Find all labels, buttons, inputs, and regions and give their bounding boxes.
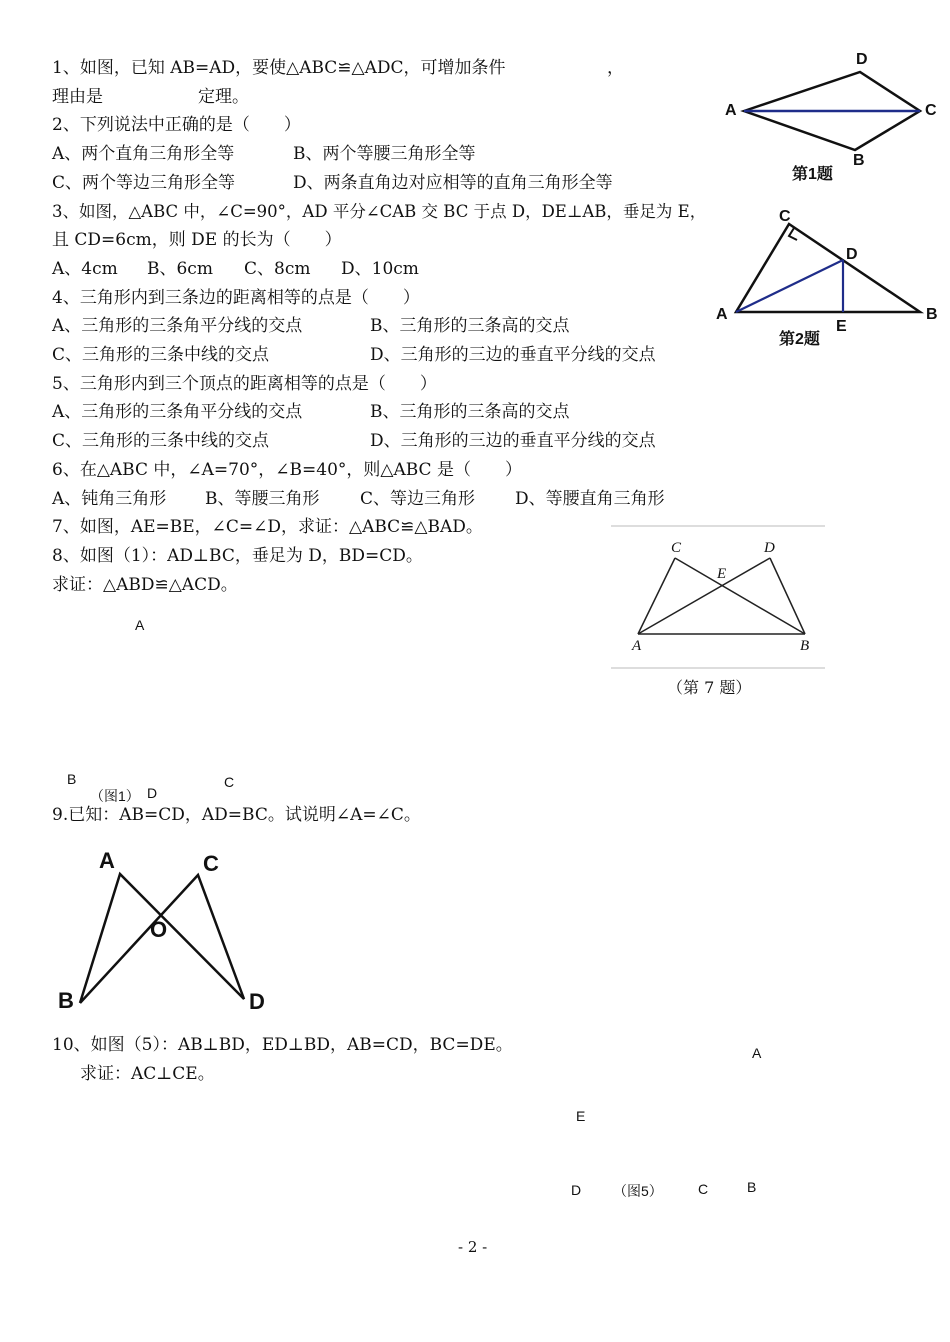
fig7-label-e: E — [717, 566, 727, 582]
q7-text: 7、如图，AE=BE，∠C=∠D，求证：△ABC≌△BAD。 — [52, 517, 483, 537]
q2-option-a: A、两个直角三角形全等 — [52, 144, 235, 164]
fig1-label-c: C — [925, 102, 937, 119]
q3-option-a: A、4cm — [52, 259, 118, 279]
q10-line2: 求证：AC⊥CE。 — [80, 1064, 215, 1084]
q5-option-d: D、三角形的三边的垂直平分线的交点 — [370, 431, 656, 451]
fig7-label-d: D — [764, 540, 775, 556]
fig2-label-e: E — [836, 318, 847, 335]
q4-option-d: D、三角形的三边的垂直平分线的交点 — [370, 345, 656, 365]
fig7-label-a: A — [632, 638, 642, 654]
q6-stem: 6、在△ABC 中，∠A=70°，∠B=40°，则△ABC 是（ ） — [52, 460, 522, 480]
fig8-label-a: A — [135, 617, 145, 633]
q3-line1: 3、如图，△ABC 中，∠C=90°，AD 平分∠CAB 交 BC 于点 D，DE⊥AB，垂足为 E， — [52, 202, 707, 221]
q5-stem: 5、三角形内到三个顶点的距离相等的点是（ ） — [52, 374, 437, 394]
fig9-label-d: D — [249, 989, 265, 1014]
fig1-caption: 第1题 — [792, 166, 833, 183]
q3-option-c: C、8cm — [244, 259, 311, 279]
q4-stem: 4、三角形内到三条边的距离相等的点是（ ） — [52, 288, 420, 308]
fig7-label-c: C — [671, 540, 682, 556]
page-number: - 2 - — [458, 1238, 488, 1256]
q1-line1-comma: ， — [607, 58, 624, 78]
q3-option-b: B、6cm — [147, 259, 213, 279]
fig1-label-a: A — [725, 102, 737, 119]
fig10-label-c: C — [698, 1181, 709, 1197]
fig9-label-b: B — [58, 988, 74, 1013]
q2-stem: 2、下列说法中正确的是（ ） — [52, 115, 301, 135]
q2-option-c: C、两个等边三角形全等 — [52, 173, 236, 193]
q6-option-c: C、等边三角形 — [360, 489, 476, 509]
q6-option-d: D、等腰直角三角形 — [515, 489, 665, 509]
q2-option-d: D、两条直角边对应相等的直角三角形全等 — [293, 173, 613, 193]
q6-option-a: A、钝角三角形 — [52, 489, 167, 509]
fig2-caption: 第2题 — [779, 331, 820, 348]
fig8-label-b: B — [67, 771, 77, 787]
q2-option-b: B、两个等腰三角形全等 — [293, 144, 476, 164]
fig10-caption: （图5） — [613, 1183, 663, 1199]
q10-line1: 10、如图（5）：AB⊥BD，ED⊥BD，AB=CD，BC=DE。 — [52, 1035, 513, 1055]
q9-text: 9.已知：AB=CD，AD=BC。试说明∠A=∠C。 — [52, 805, 421, 825]
q1-line2-text: 理由是 — [52, 87, 103, 107]
fig2-label-b: B — [926, 306, 938, 323]
fig9-label-c: C — [203, 851, 219, 876]
fig8-label-d: D — [147, 785, 158, 801]
q4-option-c: C、三角形的三条中线的交点 — [52, 345, 270, 365]
fig8-label-c: C — [224, 774, 235, 790]
fig10-label-e: E — [576, 1108, 586, 1124]
fig10-label-b: B — [747, 1179, 757, 1195]
q6-option-b: B、等腰三角形 — [205, 489, 320, 509]
q5-option-a: A、三角形的三条角平分线的交点 — [52, 402, 303, 422]
fig2-label-d: D — [846, 246, 858, 263]
fig1-label-d: D — [856, 51, 868, 68]
fig2-label-c: C — [779, 208, 791, 225]
fig8-caption: （图1） — [90, 788, 140, 804]
q8-line1: 8、如图（1）：AD⊥BC，垂足为 D，BD=CD。 — [52, 546, 423, 566]
fig2-label-a: A — [716, 306, 728, 323]
q5-option-b: B、三角形的三条高的交点 — [370, 402, 570, 422]
fig10-label-a: A — [752, 1045, 762, 1061]
fig1-label-b: B — [853, 152, 865, 169]
q3-line2: 且 CD=6cm，则 DE 的长为（ ） — [52, 230, 342, 250]
fig10-label-d: D — [571, 1182, 582, 1198]
q1-line2-end: 定理。 — [198, 87, 249, 107]
fig9-label-o: O — [150, 917, 168, 942]
q5-option-c: C、三角形的三条中线的交点 — [52, 431, 270, 451]
q4-option-b: B、三角形的三条高的交点 — [370, 316, 570, 336]
q3-option-d: D、10cm — [341, 259, 419, 279]
q1-line1-text: 1、如图，已知 AB=AD，要使△ABC≌△ADC，可增加条件 — [52, 58, 506, 78]
fig9-label-a: A — [99, 848, 115, 873]
q8-line2: 求证：△ABD≌△ACD。 — [52, 575, 238, 595]
q4-option-a: A、三角形的三条角平分线的交点 — [52, 316, 303, 336]
fig7-caption: （第 7 题） — [667, 678, 752, 697]
fig7-label-b: B — [800, 638, 810, 654]
